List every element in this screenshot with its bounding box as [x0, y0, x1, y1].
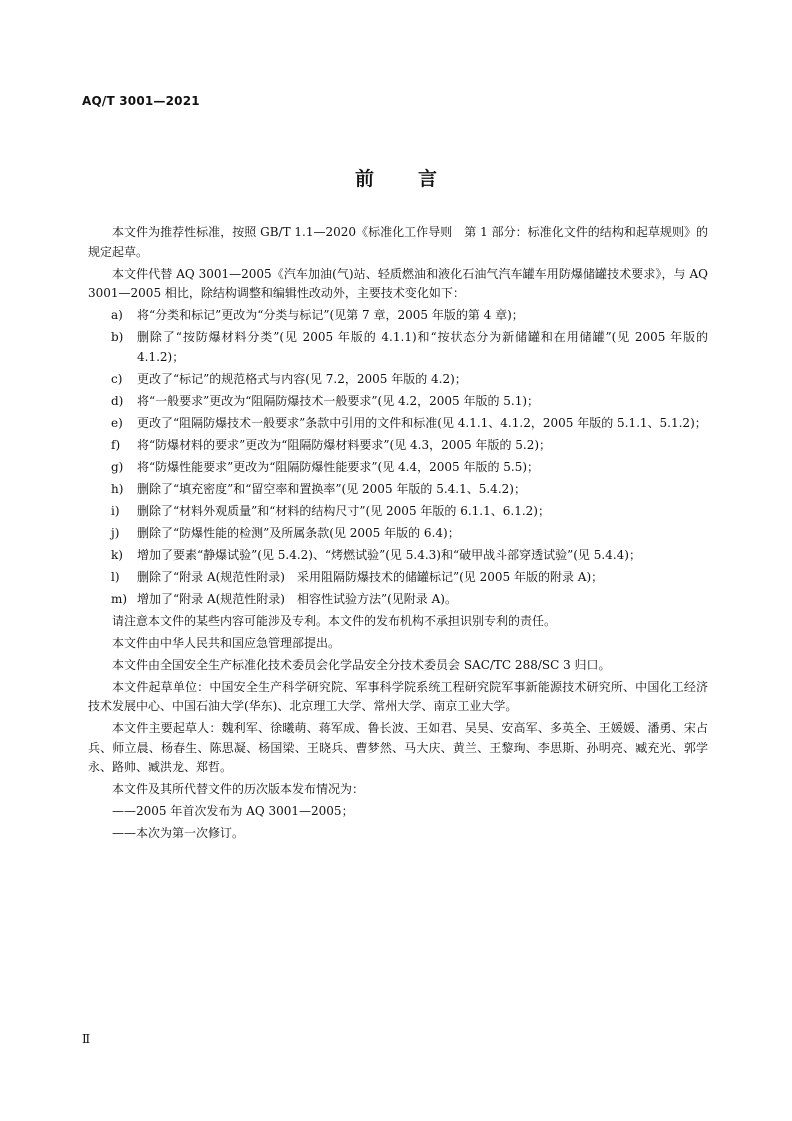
list-item: [88, 546, 708, 566]
list-marker: a): [111, 308, 123, 323]
list-marker: d): [111, 393, 124, 408]
list-item-text: 增加了“附录 A(规范性附录) 相容性试验方法”(见附录 A)。: [137, 591, 457, 606]
list-marker: h): [111, 481, 124, 496]
list-marker: e): [111, 415, 123, 430]
list-marker: m): [111, 591, 128, 606]
list-item-text: 将“分类和标记”更改为“分类与标记”(见第 7 章，2005 年版的第 4 章)；: [137, 308, 524, 323]
foreword-body: [88, 223, 708, 846]
list-item-text: 更改了“阻隔防爆技术一般要求”条款中引用的文件和标准(见 4.1.1、4.1.2，2005 年版的 5.1.1、5.1.2)；: [137, 415, 707, 430]
list-item: [88, 568, 708, 588]
list-item: [88, 370, 708, 390]
paragraph: 请注意本文件的某些内容可能涉及专利。本文件的发布机构不承担识别专利的责任。: [112, 613, 557, 628]
paragraph: 本文件及其所代替文件的历次版本发布情况为：: [112, 782, 365, 797]
paragraph: 本文件主要起草人：魏利军、徐曦萌、蒋军成、鲁长波、王如君、吴昊、安高军、多英全、王媛媛、潘勇、宋占兵、师立晨、杨春生、陈思凝、杨国梁、王晓兵、曹梦然、马大庆、黄兰、王黎珣、李思斯、孙明亮、臧充光、郭学永、路帅、臧洪龙、郑哲。: [88, 721, 708, 775]
list-item: [88, 458, 708, 478]
list-marker: c): [111, 371, 123, 386]
list-item: [88, 328, 708, 367]
title-char-1: 前: [354, 168, 374, 190]
list-marker: g): [111, 459, 124, 474]
list-item: [88, 306, 708, 326]
list-item-text: 将“防爆材料的要求”更改为“阻隔防爆材料要求”(见 4.3，2005 年版的 5.2)；: [137, 437, 552, 452]
page-number: Ⅱ: [82, 1032, 91, 1046]
paragraph: 本文件由全国安全生产标准化技术委员会化学品安全分技术委员会 SAC/TC 288/SC 3 归口。: [112, 657, 611, 672]
history-item: ——2005 年首次发布为 AQ 3001—2005；: [112, 804, 354, 819]
list-marker: i): [111, 503, 120, 518]
list-marker: f): [111, 437, 121, 452]
paragraph: 本文件代替 AQ 3001—2005《汽车加油(气)站、轻质燃油和液化石油气汽车罐车用防爆储罐技术要求》，与 AQ 3001—2005 相比，除结构调整和编辑性改动外，主要技术变化如下：: [88, 266, 708, 301]
paragraph: 本文件为推荐性标准，按照 GB/T 1.1—2020《标准化工作导则 第 1 部分：标准化文件的结构和起草规则》的规定起草。: [88, 225, 708, 259]
list-item: [88, 524, 708, 544]
list-marker: b): [111, 330, 124, 345]
list-item-text: 删除了“填充密度”和“留空率和置换率”(见 2005 年版的 5.4.1、5.4.2)；: [137, 481, 526, 496]
list-item-text: 增加了要素“静爆试验”(见 5.4.2)、“烤燃试验”(见 5.4.3)和“破甲战斗部穿透试验”(见 5.4.4)；: [137, 547, 641, 562]
list-marker: k): [111, 547, 123, 562]
list-item-text: 删除了“防爆性能的检测”及所属条款(见 2005 年版的 6.4)；: [137, 525, 460, 540]
list-item-text: 删除了“材料外观质量”和“材料的结构尺寸”(见 2005 年版的 6.1.1、6.1.2)；: [137, 503, 550, 518]
paragraph: 本文件由中华人民共和国应急管理部提出。: [112, 635, 341, 650]
list-item: [88, 502, 708, 522]
list-item-text: 更改了“标记”的规范格式与内容(见 7.2，2005 年版的 4.2)；: [137, 371, 467, 386]
title-char-2: 言: [418, 168, 438, 190]
list-item: [88, 590, 708, 610]
list-marker: j): [111, 525, 120, 540]
list-item: [88, 392, 708, 412]
list-item-text: 删除了“附录 A(规范性附录) 采用阻隔防爆技术的储罐标记”(见 2005 年版的附录 A)；: [137, 569, 604, 584]
history-item: ——本次为第一次修订。: [112, 826, 245, 841]
document-code: AQ/T 3001—2021: [82, 94, 200, 108]
list-item: [88, 436, 708, 456]
list-item-text: 将“一般要求”更改为“阻隔防爆技术一般要求”(见 4.2，2005 年版的 5.1)；: [137, 393, 540, 408]
list-item-text: 删除了“按防爆材料分类”(见 2005 年版的 4.1.1)和“按状态分为新储罐和在用储罐”(见 2005 年版的 4.1.2)；: [137, 330, 708, 364]
list-marker: l): [111, 569, 120, 584]
paragraph: 本文件起草单位：中国安全生产科学研究院、军事科学院系统工程研究院军事新能源技术研究所、中国化工经济技术发展中心、中国石油大学(华东)、北京理工大学、常州大学、南京工业大学。: [88, 679, 708, 714]
list-item-text: 将“防爆性能要求”更改为“阻隔防爆性能要求”(见 4.4，2005 年版的 5.5)；: [137, 459, 540, 474]
page-title: [0, 164, 792, 191]
list-item: [88, 480, 708, 500]
list-item: [88, 414, 708, 434]
